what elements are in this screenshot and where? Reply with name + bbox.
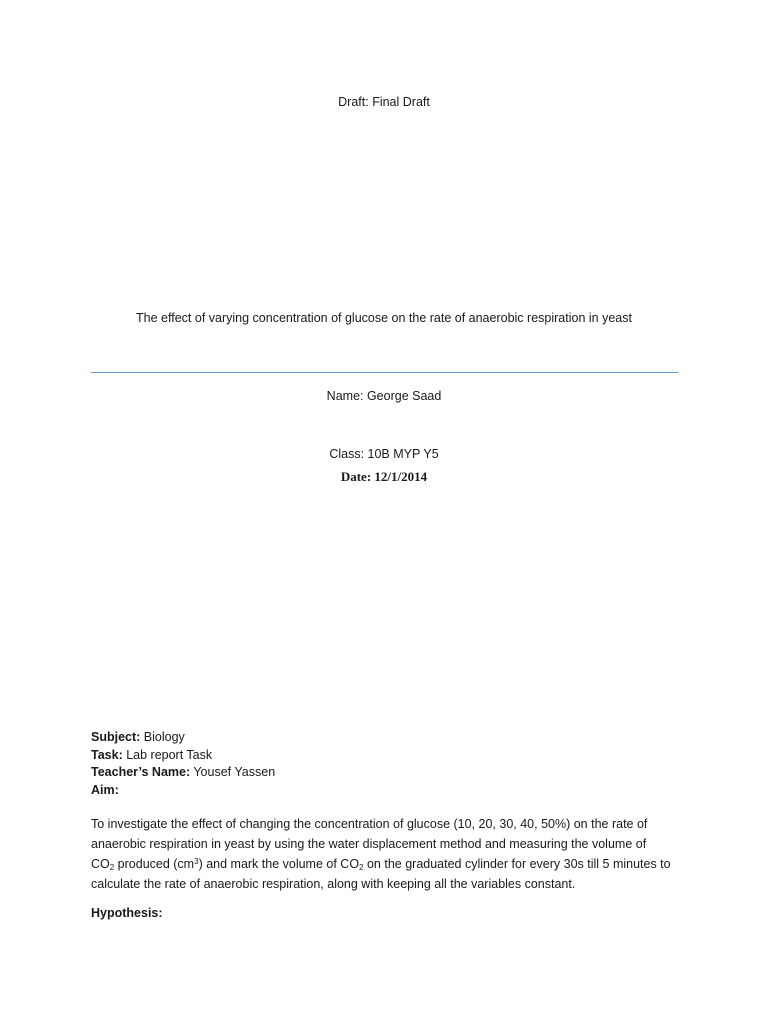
teacher-value: Yousef Yassen: [190, 765, 276, 779]
subject-value: Biology: [140, 730, 185, 744]
aim-line-4: calculate the rate of anaerobic respiration, along with keeping all the variables constant.: [91, 877, 576, 891]
hypothesis-heading: Hypothesis:: [91, 906, 163, 920]
title-divider: [91, 372, 678, 373]
teacher-row: [91, 764, 275, 782]
co2-text-1: CO: [91, 857, 110, 871]
co2-subscript-1: 2: [109, 863, 115, 872]
task-label: Task:: [91, 747, 123, 762]
subject-label: Subject:: [91, 730, 141, 744]
cm-superscript: 3: [194, 857, 199, 866]
student-name: Name: George Saad: [326, 389, 442, 403]
aim-heading: Aim:: [91, 782, 119, 797]
mark-volume-text: ) and mark the volume of CO: [198, 857, 360, 871]
document-title: The effect of varying concentration of glucose on the rate of anaerobic respiration in yeast: [136, 311, 632, 325]
task-row: [91, 747, 275, 765]
cylinder-text: on the graduated cylinder for every 30s till 5 minutes to: [363, 857, 671, 871]
aim-line-2: anaerobic respiration in yeast by using the water displacement method and measuring the volume of: [91, 837, 647, 851]
teacher-label: Teacher’s Name:: [91, 765, 191, 779]
task-value: Lab report Task: [122, 747, 213, 762]
report-date: Date: 12/1/2014: [340, 469, 428, 484]
report-metadata: [91, 729, 275, 799]
co2-subscript-2: 2: [359, 863, 364, 872]
aim-paragraph: [91, 814, 681, 894]
aim-line-1: To investigate the effect of changing the concentration of glucose (10, 20, 30, 40, 50%) on the rate of: [91, 817, 648, 831]
aim-line-3: [91, 854, 681, 874]
draft-status: Draft: Final Draft: [338, 95, 430, 109]
subject-row: [91, 729, 275, 747]
aim-heading-row: [91, 782, 275, 800]
produced-text: produced (cm: [114, 857, 195, 871]
class-info: Class: 10B MYP Y5: [329, 447, 439, 461]
